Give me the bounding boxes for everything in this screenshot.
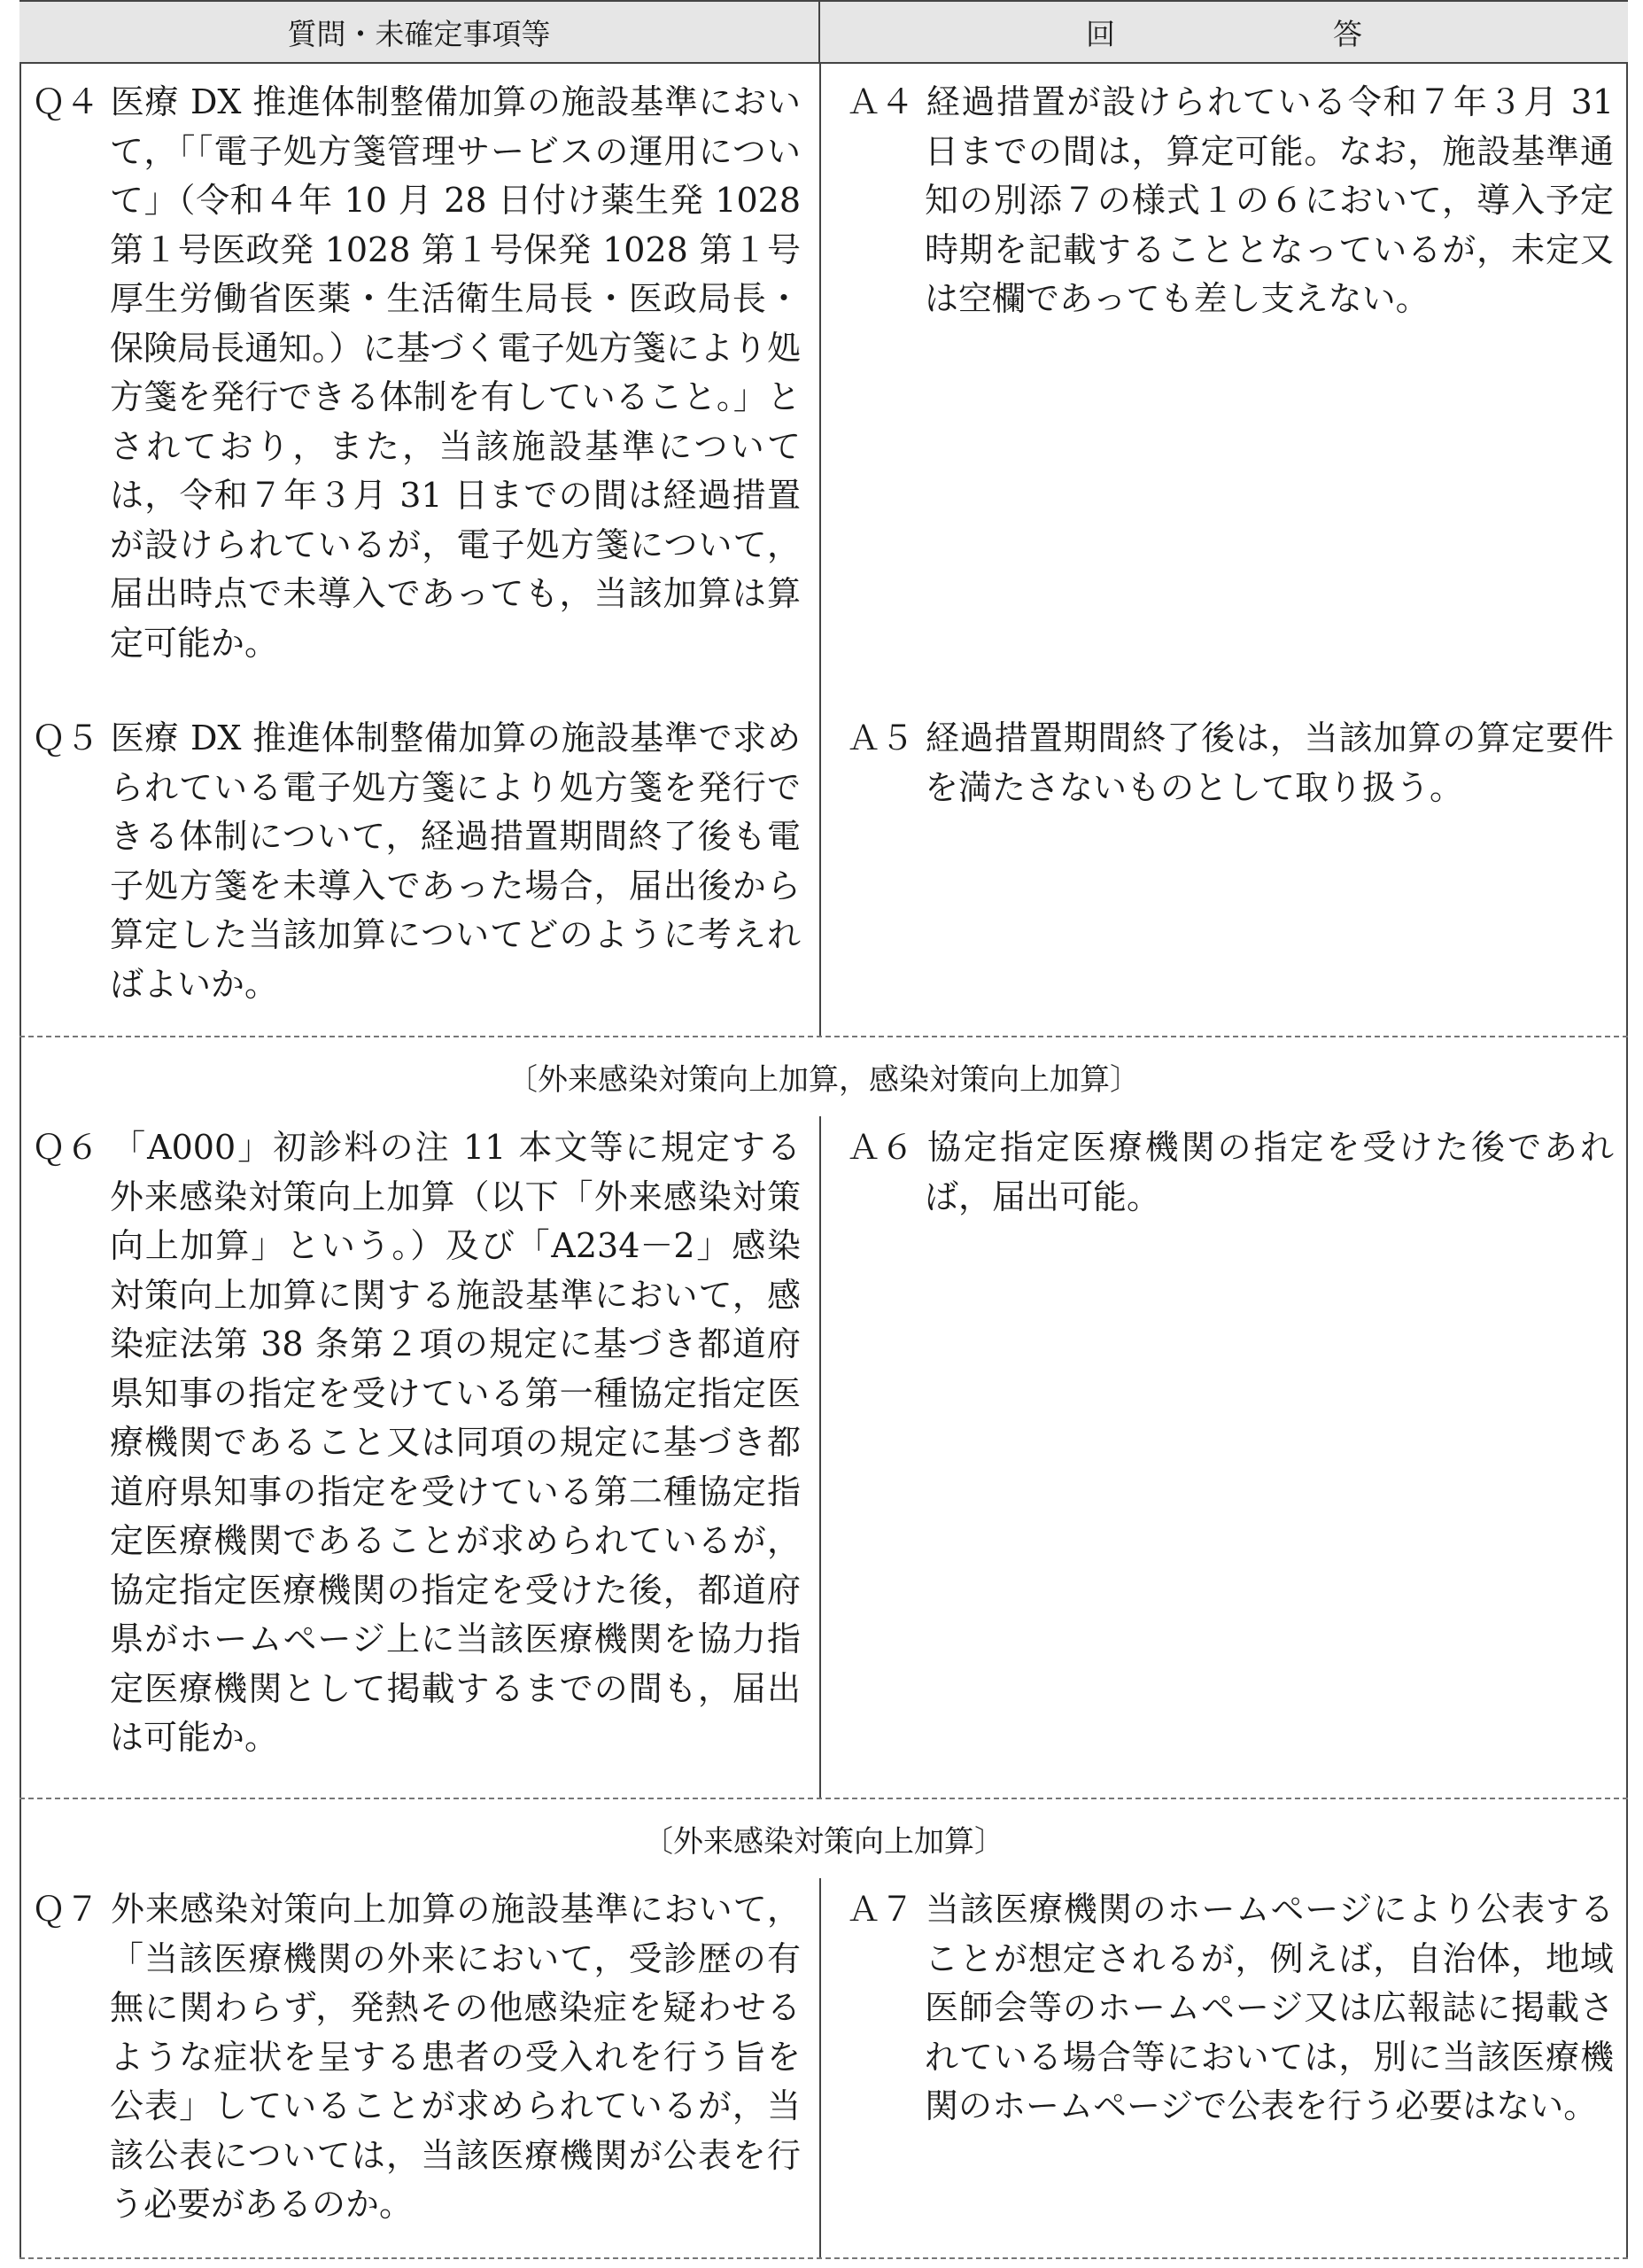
- answer-label: Ａ５: [847, 718, 915, 757]
- qa-row-5: [19, 714, 1628, 1009]
- question-text: 医療 DX 推進体制整備加算の施設基準で求められている電子処方箋により処方箋を発行できる体制について，経過措置期間終了後も電子処方箋を未導入であった場合，届出後から算定した当該加算についてどのように考えればよいか。: [110, 718, 801, 1004]
- question-text: 「A000」初診料の注 11 本文等に規定する外来感染対策向上加算（以下「外来感染対策向上加算」という。）及び「A234－2」感染対策向上加算に関する施設基準において，感染症法第 38 条第２項の規定に基づき都道府県知事の指定を受けている第一種協定指定医療機関であること又は同項の規定に基づき都道府県知事の指定を受けている第二種協定指定医療機関であることが求められているが，協定指定医療機関の指定を受けた後，都道府県がホームページ上に当該医療機関を協力指定医療機関として掲載するまでの間も，届出は可能か。: [110, 1128, 801, 1757]
- answer-7: [820, 1885, 1628, 2230]
- question-label: Ｑ７: [32, 1890, 100, 1929]
- answer-5: [820, 714, 1628, 1009]
- question-label: Ｑ５: [32, 718, 100, 757]
- question-7: [19, 1885, 820, 2230]
- question-6: [19, 1123, 820, 1763]
- question-label: Ｑ６: [32, 1128, 100, 1167]
- question-5: [19, 714, 820, 1009]
- question-column-header: 質問・未確定事項等: [19, 2, 820, 62]
- qa-row-4: [19, 78, 1628, 668]
- qa-document: [19, 0, 1628, 2259]
- answer-column-header: 回 答: [1086, 16, 1415, 51]
- qa-row-7: [19, 1885, 1628, 2230]
- answer-text: 経過措置が設けられている令和７年３月 31 日までの間は，算定可能。なお，施設基準通知の別添７の様式１の６において，導入予定時期を記載することとなっているが，未定又は空欄であっても差し支えない。: [925, 82, 1614, 318]
- answer-4: [820, 78, 1628, 668]
- answer-label: Ａ７: [847, 1890, 915, 1929]
- section-heading: 〔外来感染対策向上加算〕: [643, 1823, 1004, 1860]
- answer-text: 経過措置期間終了後は，当該加算の算定要件を満たさないものとして取り扱う。: [925, 718, 1614, 807]
- answer-6: [820, 1123, 1628, 1763]
- question-label: Ｑ４: [32, 82, 100, 121]
- answer-label: Ａ４: [847, 82, 915, 121]
- qa-row-6: [19, 1123, 1628, 1763]
- answer-text: 協定指定医療機関の指定を受けた後であれば，届出可能。: [925, 1128, 1614, 1216]
- section-heading: 〔外来感染対策向上加算，感染対策向上加算〕: [508, 1061, 1140, 1098]
- question-text: 外来感染対策向上加算の施設基準において，「当該医療機関の外来において，受診歴の有無に関わらず，発熱その他感染症を疑わせるような症状を呈する患者の受入れを行う旨を公表」していることが求められているが，当該公表については，当該医療機関が公表を行う必要があるのか。: [110, 1890, 801, 2224]
- answer-label: Ａ６: [847, 1128, 915, 1167]
- answer-text: 当該医療機関のホームページにより公表することが想定されるが，例えば，自治体，地域医師会等のホームページ又は広報誌に掲載されている場合等においては，別に当該医療機関のホームページで公表を行う必要はない。: [925, 1890, 1614, 2125]
- table-header: [19, 0, 1628, 64]
- question-4: [19, 78, 820, 668]
- bottom-divider: [19, 2257, 1628, 2259]
- question-text: 医療 DX 推進体制整備加算の施設基準において，「「電子処方箋管理サービスの運用について」（令和４年 10 月 28 日付け薬生発 1028 第１号医政発 1028 第１号保発 1028 第１号厚生労働省医薬・生活衛生局長・医政局長・保険局長通知。）に基づく電子処方箋により処方箋を発行できる体制を有していること。」とされており，また，当該施設基準については，令和７年３月 31 日までの間は経過措置が設けられているが，電子処方箋について，届出時点で未導入であっても，当該加算は算定可能か。: [110, 82, 801, 663]
